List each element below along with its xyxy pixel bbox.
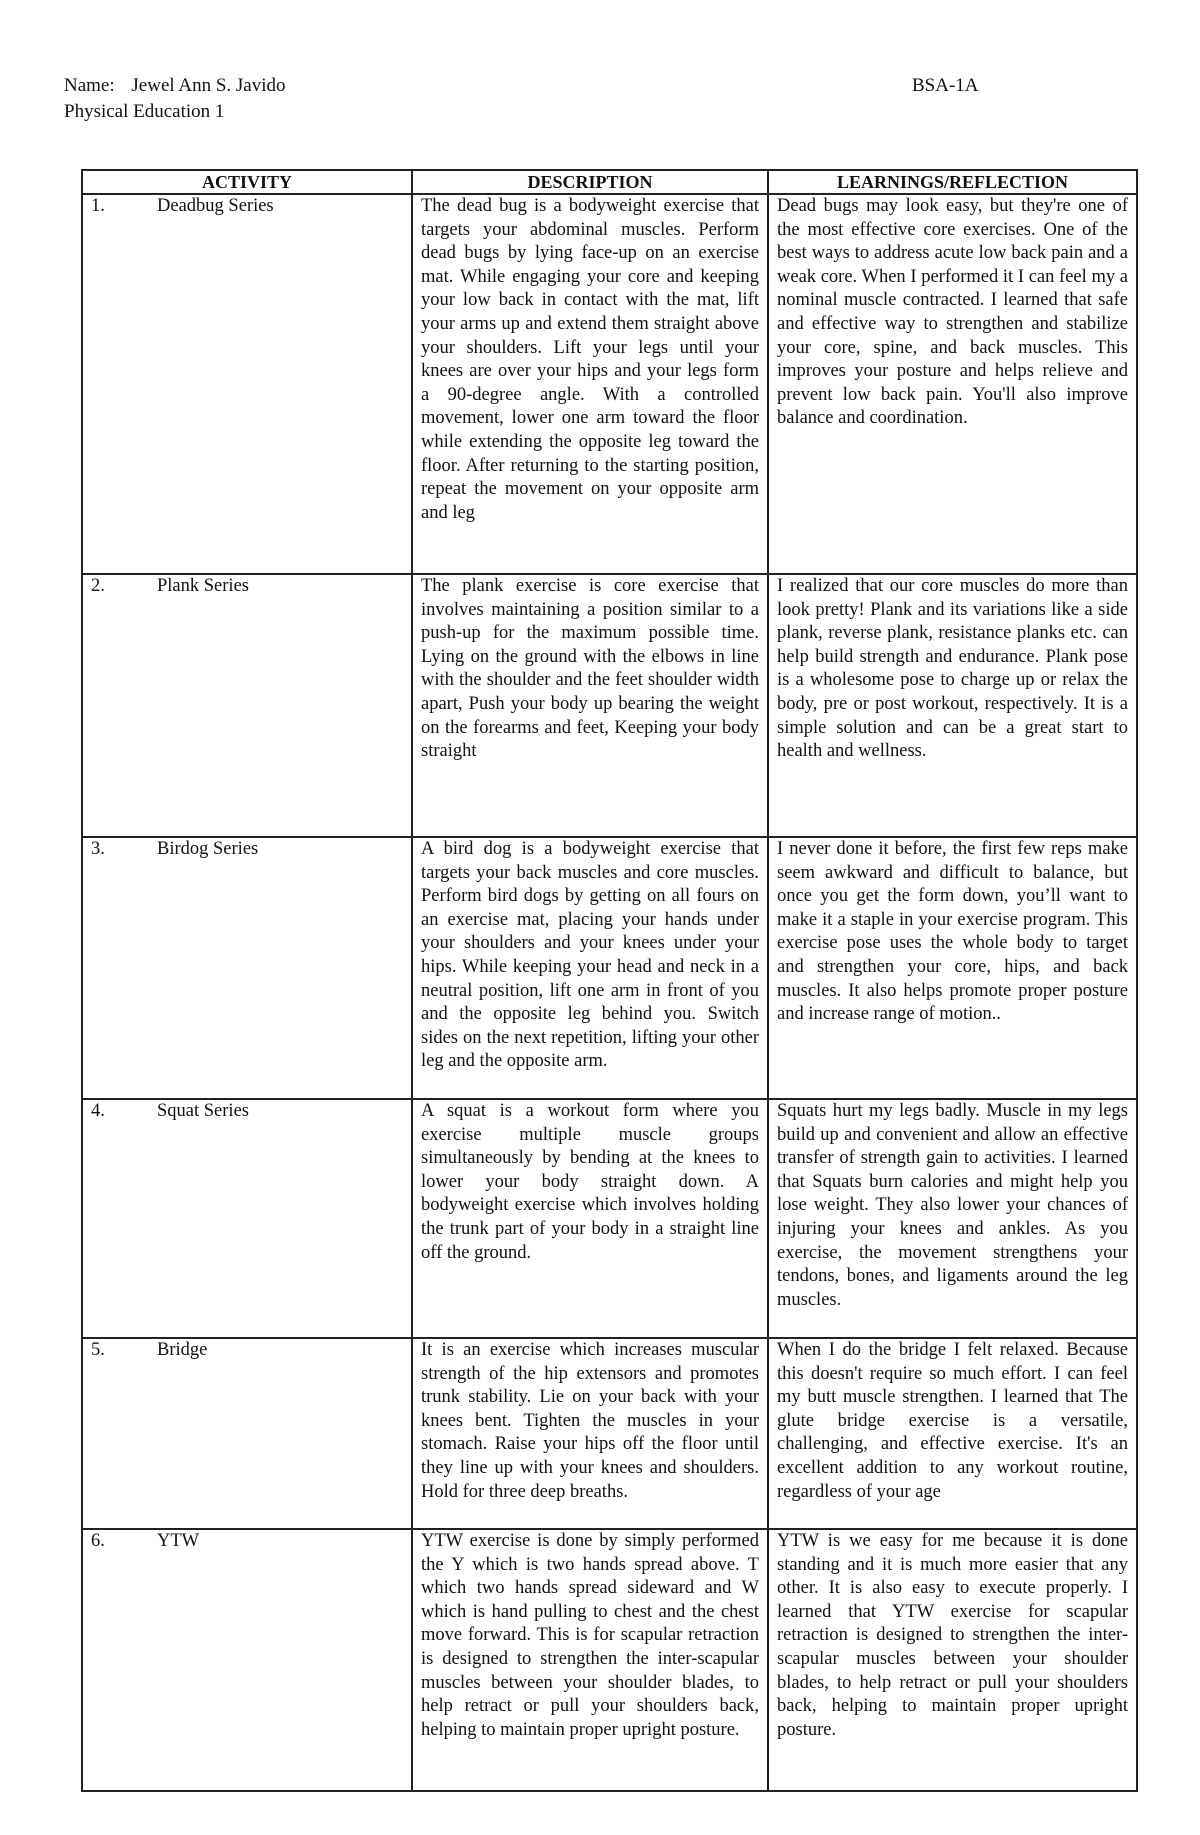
activity-name: YTW bbox=[157, 1531, 200, 1551]
activity-name: Bridge bbox=[157, 1340, 208, 1360]
description-cell: The dead bug is a bodyweight exercise that targets your abdominal muscles. Perform dead bugs by lying face-up on an exercise mat. While engaging your core and keeping your low back in contact with the mat, lift your arms up and extend them straight above your shoulders. Lift your legs until your knees are over your hips and your legs form a 90-degree angle. With a controlled movement, lower one arm toward the floor while extending the opposite leg toward the floor. After returning to the starting position, repeat the movement on your opposite arm and leg bbox=[412, 194, 768, 574]
table-row bbox=[82, 1338, 1137, 1529]
column-header-reflection: LEARNINGS/REFLECTION bbox=[768, 170, 1137, 194]
table-row bbox=[82, 194, 1137, 574]
table-row bbox=[82, 837, 1137, 1099]
course-name: Physical Education 1 bbox=[64, 101, 225, 122]
activity-number: 6. bbox=[91, 1531, 105, 1551]
activity-name: Plank Series bbox=[157, 576, 249, 596]
activity-cell bbox=[82, 1529, 412, 1791]
activity-name: Deadbug Series bbox=[157, 196, 274, 216]
reflection-cell: I never done it before, the first few reps make seem awkward and difficult to balance, but once you get the form down, you’ll want to make it a staple in your exercise program. This exercise pose uses the whole body to target and strengthen your core, hips, and back muscles. It also helps promote proper posture and increase range of motion.. bbox=[768, 837, 1137, 1099]
activity-cell bbox=[82, 1099, 412, 1338]
description-cell: A squat is a workout form where you exercise multiple muscle groups simultaneously by bending at the knees to lower your body straight down. A bodyweight exercise which involves holding the trunk part of your body in a straight line off the ground. bbox=[412, 1099, 768, 1338]
student-name-line bbox=[64, 74, 286, 98]
table-row bbox=[82, 574, 1137, 837]
reflection-cell: When I do the bridge I felt relaxed. Because this doesn't require so much effort. I can feel my butt muscle strengthen. I learned that The glute bridge exercise is a versatile, challenging, and effective exercise. It's an excellent addition to any workout routine, regardless of your age bbox=[768, 1338, 1137, 1529]
activity-number: 3. bbox=[91, 839, 105, 859]
description-cell: The plank exercise is core exercise that involves maintaining a position similar to a push-up for the maximum possible time. Lying on the ground with the elbows in line with the shoulder and the feet shoulder width apart, Push your body up bearing the weight on the forearms and feet, Keeping your body straight bbox=[412, 574, 768, 837]
table-row bbox=[82, 1099, 1137, 1338]
description-cell: A bird dog is a bodyweight exercise that targets your back muscles and core muscles. Perform bird dogs by getting on all fours on an exercise mat, placing your hands under your shoulders and your knees under your hips. While keeping your head and neck in a neutral position, lift one arm in front of you and the opposite leg behind you. Switch sides on the next repetition, lifting your other leg and the opposite arm. bbox=[412, 837, 768, 1099]
reflection-cell: Squats hurt my legs badly. Muscle in my legs build up and convenient and allow an effective transfer of strength gain to activities. I learned that Squats burn calories and might help you lose weight. They also lower your chances of injuring your knees and ankles. As you exercise, the movement strengthens your tendons, bones, and ligaments around the leg muscles. bbox=[768, 1099, 1137, 1338]
student-name: Jewel Ann S. Javido bbox=[131, 75, 286, 96]
description-cell: It is an exercise which increases muscular strength of the hip extensors and promotes trunk stability. Lie on your back with your knees bent. Tighten the muscles in your stomach. Raise your hips off the floor until they line up with your knees and shoulders. Hold for three deep breaths. bbox=[412, 1338, 768, 1529]
activity-number: 5. bbox=[91, 1340, 105, 1360]
section-label: BSA-1A bbox=[912, 75, 979, 96]
activity-number: 2. bbox=[91, 576, 105, 596]
activity-cell bbox=[82, 574, 412, 837]
column-header-activity: ACTIVITY bbox=[82, 170, 412, 194]
column-header-description: DESCRIPTION bbox=[412, 170, 768, 194]
activity-number: 1. bbox=[91, 196, 105, 216]
description-cell: YTW exercise is done by simply performed the Y which is two hands spread above. T which two hands spread sideward and W which is hand pulling to chest and the chest move forward. This is for scapular retraction is designed to strengthen the inter-scapular muscles between your shoulder blades, to help retract or pull your shoulders back, helping to maintain proper upright posture. bbox=[412, 1529, 768, 1791]
reflection-cell: YTW is we easy for me because it is done standing and it is much more easier that any other. It is also easy to execute properly. I learned that YTW exercise for scapular retraction is designed to strengthen the inter-scapular muscles between your shoulder blades, to help retract or pull your shoulders back, helping to maintain proper upright posture. bbox=[768, 1529, 1137, 1791]
activity-cell bbox=[82, 1338, 412, 1529]
reflection-cell: Dead bugs may look easy, but they're one of the most effective core exercises. One of the best ways to address acute low back pain and a weak core. When I performed it I can feel my a nominal muscle contracted. I learned that safe and effective way to strengthen and stabilize your core, spine, and back muscles. This improves your posture and helps relieve and prevent low back pain. You'll also improve balance and coordination. bbox=[768, 194, 1137, 574]
table-row bbox=[82, 1529, 1137, 1791]
activity-number: 4. bbox=[91, 1101, 105, 1121]
activity-cell bbox=[82, 837, 412, 1099]
table-header-row bbox=[82, 170, 1137, 194]
activity-cell bbox=[82, 194, 412, 574]
activity-name: Birdog Series bbox=[157, 839, 259, 859]
reflection-cell: I realized that our core muscles do more than look pretty! Plank and its variations like a side plank, reverse plank, resistance planks etc. can help build strength and endurance. Plank pose is a wholesome pose to charge up or relax the body, pre or post workout, respectively. It is a simple solution and can be a great start to health and wellness. bbox=[768, 574, 1137, 837]
activities-table bbox=[81, 169, 1138, 1792]
activity-name: Squat Series bbox=[157, 1101, 249, 1121]
name-label: Name: bbox=[64, 75, 115, 96]
